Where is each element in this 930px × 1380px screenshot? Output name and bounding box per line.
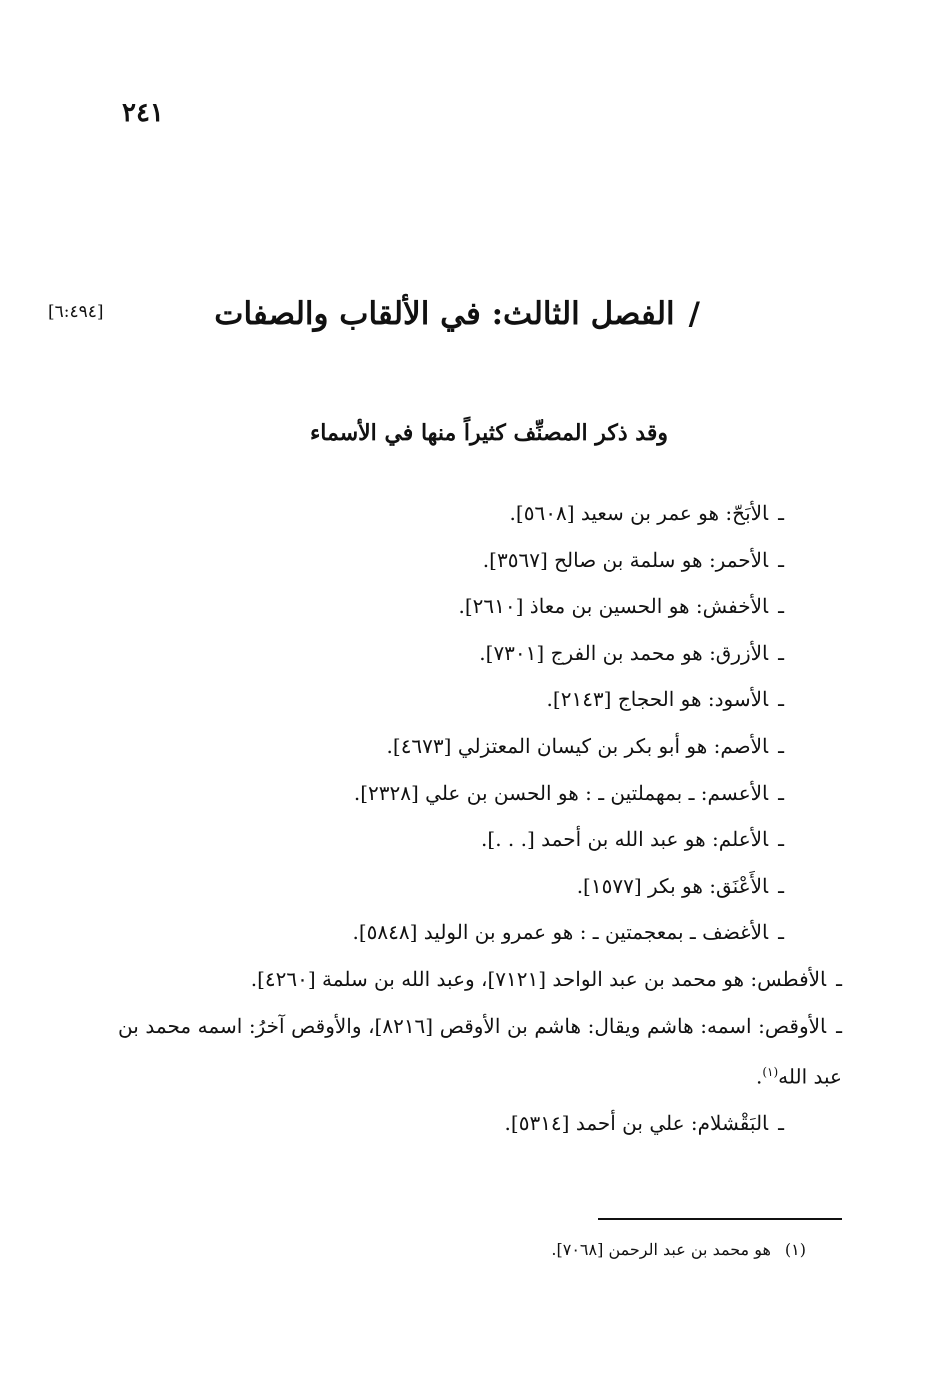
entry-dash: ـ	[778, 780, 784, 805]
entry-dash: ـ	[778, 733, 784, 758]
entry-dash: ـ	[836, 966, 842, 991]
list-item	[118, 723, 784, 770]
footnote-text: هو محمد بن عبد الرحمن [٧٠٦٨].	[551, 1240, 771, 1259]
edition-page-reference: [٦:٤٩٤]	[48, 302, 104, 322]
entry-text: الأصم: هو أبو بكر بن كيسان المعتزلي [٤٦٧٣].	[386, 733, 769, 758]
entry-text: الأغضف ـ بمعجمتين ـ : هو عمرو بن الوليد [٥٨٤٨].	[352, 920, 769, 945]
entry-dash: ـ	[836, 1013, 842, 1038]
entry-text: الأوقص: اسمه: هاشم ويقال: هاشم بن الأوقص [٨٢١٦]، والأوقص آخرُ: اسمه محمد بن عبد الله	[118, 1013, 842, 1089]
list-item-aftas	[118, 956, 842, 1003]
entry-text: الأحمر: هو سلمة بن صالح [٣٥٦٧].	[482, 547, 769, 572]
footnote-reference[interactable]: (١)	[762, 1065, 779, 1080]
entry-dash: ـ	[778, 547, 784, 572]
list-item-awqas	[118, 1003, 842, 1101]
list-item	[118, 770, 784, 817]
entry-list	[118, 490, 842, 1147]
entry-text: الأفطس: هو محمد بن عبد الواحد [٧١٢١]، وعبد الله بن سلمة [٤٢٦٠].	[250, 966, 827, 991]
entry-dash: ـ	[778, 687, 784, 712]
entry-dash: ـ	[778, 640, 784, 665]
intro-line: وقد ذكر المصنِّف كثيراً منها في الأسماء	[309, 420, 668, 446]
entry-text: الأعسم: ـ بمهملتين ـ : هو الحسن بن علي [٢٣٢٨].	[353, 780, 769, 805]
footnote-divider	[598, 1218, 842, 1220]
entry-text: الأبَحّ: هو عمر بن سعيد [٥٦٠٨].	[509, 501, 769, 525]
footnote-number: (١)	[784, 1240, 806, 1259]
list-item	[118, 909, 784, 956]
list-item-baqshalam	[118, 1100, 784, 1147]
list-item	[118, 630, 784, 677]
entry-end: .	[755, 1064, 763, 1089]
list-item	[118, 816, 784, 863]
entry-dash: ـ	[778, 873, 784, 898]
entry-text: الأسود: هو الحجاج [٢١٤٣].	[546, 687, 769, 712]
entry-text: الأعلم: هو عبد الله بن أحمد [. . .].	[481, 827, 769, 852]
entry-text: البَقْشلام: علي بن أحمد [٥٣١٤].	[504, 1111, 769, 1136]
entry-text: الأزرق: هو محمد بن الفرج [٧٣٠١].	[479, 640, 769, 665]
entry-dash: ـ	[778, 920, 784, 945]
page-number: ٢٤١	[122, 98, 164, 128]
chapter-heading	[200, 296, 700, 332]
list-item	[118, 583, 784, 630]
entry-dash: ـ	[778, 1111, 784, 1136]
footnote	[300, 1240, 806, 1259]
heading-slash: /	[688, 296, 700, 332]
list-item	[118, 490, 784, 537]
chapter-title: الفصل الثالث: في الألقاب والصفات	[214, 296, 675, 332]
entry-text: الأخفش: هو الحسين بن معاذ [٢٦١٠].	[458, 594, 769, 619]
entry-dash: ـ	[778, 594, 784, 619]
list-item	[118, 863, 784, 910]
list-item	[118, 676, 784, 723]
list-item	[118, 537, 784, 584]
entry-text: الأَعْنَق: هو بكر [١٥٧٧].	[576, 873, 769, 898]
entry-dash: ـ	[778, 501, 784, 525]
entry-dash: ـ	[778, 827, 784, 852]
